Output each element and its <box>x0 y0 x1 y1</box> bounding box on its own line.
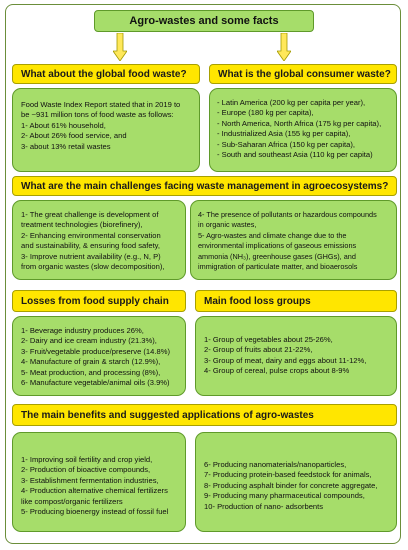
challenge-line: 5- Agro-wastes and climate change due to the <box>198 230 347 240</box>
benefit-line: 1- Improving soil fertility and crop yield, <box>21 455 153 464</box>
benefit-line: 2- Production of bioactive compounds, <box>21 465 151 475</box>
food-loss-groups-box <box>195 316 397 396</box>
loss-line: 6- Manufacture vegetable/animal oils (3.9%) <box>21 378 170 388</box>
challenge-line: 2- Enhancing environmental conservation <box>21 230 161 240</box>
down-arrow-right-icon <box>277 33 291 61</box>
benefit-line: 8- Producing asphalt binder for concrete aggregate, <box>204 480 378 490</box>
challenge-line: 3- Improve nutrient availability (e.g., N, P) <box>21 251 161 261</box>
losses-supply-chain-header-text: Losses from food supply chain <box>21 295 169 307</box>
global-food-waste-line: 1- About 61% household, <box>21 120 106 130</box>
food-loss-line: 4- Group of cereal, pulse crops about 8-9% <box>204 366 350 376</box>
global-food-waste-header-text: What about the global food waste? <box>21 68 187 80</box>
global-food-waste-line: Food Waste Index Report stated that in 2019 to <box>21 100 181 109</box>
consumer-waste-line: - Latin America (200 kg per capita per year), <box>217 98 366 107</box>
benefit-line: 6- Producing nanomaterials/nanoparticles, <box>204 460 347 469</box>
food-loss-groups-header <box>195 290 397 312</box>
food-loss-line: 1- Group of vegetables about 25-26%, <box>204 335 333 344</box>
loss-line: 2- Dairy and ice cream industry (21.3%), <box>21 336 157 346</box>
global-food-waste-line: be ~931 million tons of food waste as follows: <box>21 110 174 120</box>
benefit-line: 5- Producing bioenergy instead of fossil fuel <box>21 507 169 517</box>
challenges-header <box>12 176 397 196</box>
global-food-waste-line: 3- about 13% retail wastes <box>21 141 111 151</box>
global-food-waste-line: 2- About 26% food service, and <box>21 131 127 141</box>
global-food-waste-header <box>12 64 200 84</box>
loss-line: 5- Meat production, and processing (8%), <box>21 367 161 377</box>
benefits-right-box <box>195 432 397 532</box>
challenge-line: and sustainability, & ensuring food safety, <box>21 241 161 251</box>
challenge-line: ammonia (NH₃), greenhouse gases (GHGs), and <box>198 251 356 261</box>
challenge-line: 1- The great challenge is development of <box>21 210 159 219</box>
down-arrow-left-icon <box>113 33 127 61</box>
benefit-line: 3- Establishment fermentation industries, <box>21 475 159 485</box>
challenge-line: immigration of particulate matter, and bioaerosols <box>198 262 358 272</box>
consumer-waste-line: - South and southeast Asia (110 kg per capita) <box>217 150 373 160</box>
loss-line: 3- Fruit/vegetable produce/preserve (14.8%) <box>21 346 170 356</box>
benefits-header-text: The main benefits and suggested applications of agro-wastes <box>21 409 314 421</box>
consumer-waste-header <box>209 64 397 84</box>
food-loss-line: 2- Group of fruits about 21-22%, <box>204 345 313 355</box>
main-title: Agro-wastes and some facts <box>94 10 314 32</box>
global-food-waste-box <box>12 88 200 172</box>
challenge-line: environmental implications of gaseous emissions <box>198 241 357 251</box>
food-loss-line: 3- Group of meat, dairy and eggs about 11-12%, <box>204 355 367 365</box>
benefit-line: like compost/organic fertilizers <box>21 496 123 506</box>
challenge-line: in organic wastes, <box>198 220 257 230</box>
consumer-waste-box <box>209 88 397 172</box>
challenges-left-box <box>12 200 186 280</box>
benefit-line: 9- Producing many pharmaceutical compounds, <box>204 491 365 501</box>
benefit-line: 10- Production of nano- adsorbents <box>204 501 324 511</box>
challenge-line: from organic wastes (slow decomposition), <box>21 262 165 272</box>
challenges-right-box <box>190 200 397 280</box>
loss-line: 1- Beverage industry produces 26%, <box>21 326 144 335</box>
challenge-line: 4- The presence of pollutants or hazardous compounds <box>198 210 377 219</box>
consumer-waste-line: - Europe (180 kg per capita), <box>217 108 314 118</box>
losses-supply-chain-header <box>12 290 186 312</box>
challenge-line: treatment technologies (biorefinery), <box>21 220 143 230</box>
benefits-header <box>12 404 397 426</box>
challenges-header-text: What are the main challenges facing waste management in agroecosystems? <box>21 180 389 192</box>
loss-line: 4- Manufacture of grain & starch (12.9%), <box>21 357 161 367</box>
consumer-waste-line: - North America, North Africa (175 kg per capita), <box>217 118 382 128</box>
consumer-waste-header-text: What is the global consumer waste? <box>218 68 391 80</box>
benefit-line: 4- Production alternative chemical fertilizers <box>21 486 168 496</box>
benefit-line: 7- Producing protein-based feedstock for animals, <box>204 470 372 480</box>
losses-supply-chain-box <box>12 316 186 396</box>
consumer-waste-line: - Industrialized Asia (155 kg per capita), <box>217 129 351 139</box>
food-loss-groups-header-text: Main food loss groups <box>204 295 311 307</box>
benefits-left-box <box>12 432 186 532</box>
consumer-waste-line: - Sub-Saharan Africa (150 kg per capita), <box>217 139 356 149</box>
